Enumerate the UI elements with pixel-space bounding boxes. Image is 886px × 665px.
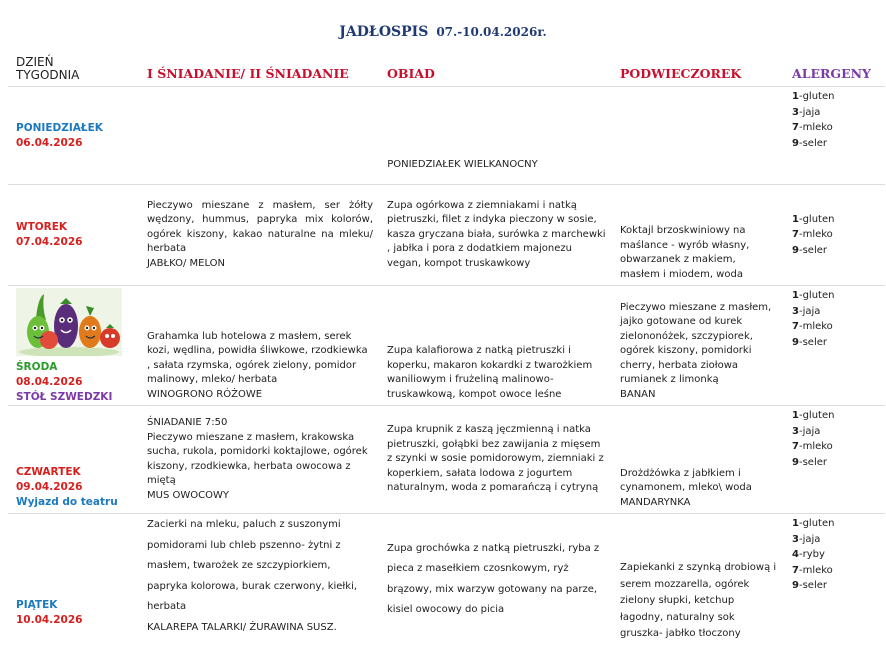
allergen-item: 9-seler <box>792 456 827 468</box>
snack-cell: Pieczywo mieszane z masłem, jajko gotowane od kurek zielononóżek, szczypiorek, ogórek kiszony, pomidorki cherry, herbata ziołowa rumianek z limonką BANAN <box>620 301 772 400</box>
table-row <box>8 514 885 646</box>
allergen-item: 1-gluten <box>792 290 835 301</box>
holiday-text: PONIEDZIAŁEK WIELKANOCNY <box>387 159 538 170</box>
table-row <box>8 286 885 406</box>
day-date: 07.04.2026 <box>16 236 83 248</box>
allergen-item: 7-mleko <box>792 229 833 241</box>
day-name: PONIEDZIAŁEK <box>16 121 103 134</box>
vegetables-image <box>16 288 122 356</box>
day-extra-note: Wyjazd do teatru <box>16 496 118 508</box>
header-snack: PODWIECZOREK <box>620 66 742 81</box>
day-date: 08.04.2026 <box>16 376 83 388</box>
table-row <box>8 185 885 286</box>
allergen-item: 3-jaja <box>792 533 821 545</box>
day-date: 09.04.2026 <box>16 481 83 493</box>
allergen-item: 7-mleko <box>792 122 833 133</box>
allergen-item: 4-ryby <box>792 549 825 560</box>
snack-cell: Koktajl brzoskwiniowy na maślance - wyrób własny, obwarzanek z makiem, masłem i miodem, woda <box>620 225 750 280</box>
holiday-note <box>139 87 784 185</box>
allergen-item: 9-seler <box>792 137 827 149</box>
breakfast-cell: ŚNIADANIE 7:50 Pieczywo mieszane z masłem, krakowska sucha, rukola, pomidorki koktajlowe, ogórek kiszony, rzodkiewka, herbata owocowa z miętą MUS OWOCOWY <box>147 417 368 501</box>
breakfast-cell: Grahamka lub hotelowa z masłem, serek kozi, wędlina, powidła śliwkowe, rzodkiewka , sałata rzymska, ogórek zielony, pomidor malinowy, mleko/ herbata WINOGRONO RÓŻOWE <box>147 330 368 400</box>
header-lunch: OBIAD <box>387 66 435 81</box>
allergen-item: 1-gluten <box>792 213 835 225</box>
allergen-item: 7-mleko <box>792 321 833 332</box>
lunch-cell: Zupa kalafiorowa z natką pietruszki i koperku, makaron kokardki z twarożkiem waniliowym i frużeliną malinowo- truskawkową, kompot owoce leśne <box>387 345 593 400</box>
snack-cell: Zapiekanki z szynką drobiową i serem mozzarella, ogórek zielony słupki, ketchup łagodny, naturalny sok gruszka- jabłko tłoczony <box>620 562 777 639</box>
allergen-item: 9-seler <box>792 244 827 256</box>
allergen-item: 7-mleko <box>792 441 833 452</box>
allergen-item: 1-gluten <box>792 91 835 102</box>
allergen-item: 7-mleko <box>792 564 833 576</box>
allergen-item: 3-jaja <box>792 106 821 118</box>
menu-table <box>8 44 885 646</box>
allergen-item: 9-seler <box>792 580 827 591</box>
lunch-cell: Zupa ogórkowa z ziemniakami i natką pietruszki, filet z indyka pieczony w sosie, kasza gryczana biała, surówka z marchewki , jabłka i pora z dodatkiem majonezu vegan, kompot truskawkowy <box>387 199 606 269</box>
day-name: ŚRODA <box>16 361 58 373</box>
day-date: 10.04.2026 <box>16 613 83 626</box>
allergen-item: 1-gluten <box>792 518 835 529</box>
lunch-cell: Zupa krupnik z kaszą jęczmienną i natka pietruszki, gołąbki bez zawijania z mięsem z szynki w sosie pomidorowym, ziemniaki z koperkiem, sałata lodowa z jogurtem naturalnym, woda z pomarańczą i cytryną <box>387 424 604 494</box>
lunch-cell: Zupa grochówka z natką pietruszki, ryba z pieca z masełkiem czosnkowym, ryż brązowy, mix warzyw gotowany na parze, kisiel owocowy do picia <box>387 542 600 616</box>
breakfast-cell: Zacierki na mleku, paluch z suszonymi pomidorami lub chleb pszenno- żytni z masłem, twarożek ze szczypiorkiem, papryka kolorowa, burak czerwony, kiełki, herbata KALAREPA TALARKI/ ŻURAWINA SUSZ. <box>147 519 358 633</box>
header-breakfast: I ŚNIADANIE/ II ŚNIADANIE <box>147 66 349 81</box>
day-name: CZWARTEK <box>16 466 81 478</box>
snack-cell: Drożdżówka z jabłkiem i cynamonem, mleko\ woda MANDARYNKA <box>620 467 752 508</box>
allergen-item: 3-jaja <box>792 425 821 437</box>
allergen-item: 9-seler <box>792 336 827 348</box>
header-allergens: ALERGENY <box>792 66 871 81</box>
day-extra-note: STÓŁ SZWEDZKI <box>16 391 113 403</box>
header-day: DZIEŃ TYGODNIA <box>16 55 80 82</box>
day-name: WTOREK <box>16 221 68 233</box>
allergen-item: 3-jaja <box>792 305 821 317</box>
table-row <box>8 406 885 514</box>
breakfast-cell: Pieczywo mieszane z masłem, ser żółty wędzony, hummus, papryka mix kolorów, ogórek kiszony, kakao naturalne na mleku/ herbata JABŁKO/ MELON <box>147 199 373 269</box>
table-row <box>8 87 885 185</box>
day-date: 06.04.2026 <box>16 136 83 149</box>
title-main: JADŁOSPIS <box>339 24 429 40</box>
title-dates: 07.-10.04.2026r. <box>436 25 547 39</box>
header-row <box>8 44 885 87</box>
day-name: PIĄTEK <box>16 598 58 611</box>
menu-title <box>0 24 886 40</box>
allergen-item: 1-gluten <box>792 410 835 421</box>
